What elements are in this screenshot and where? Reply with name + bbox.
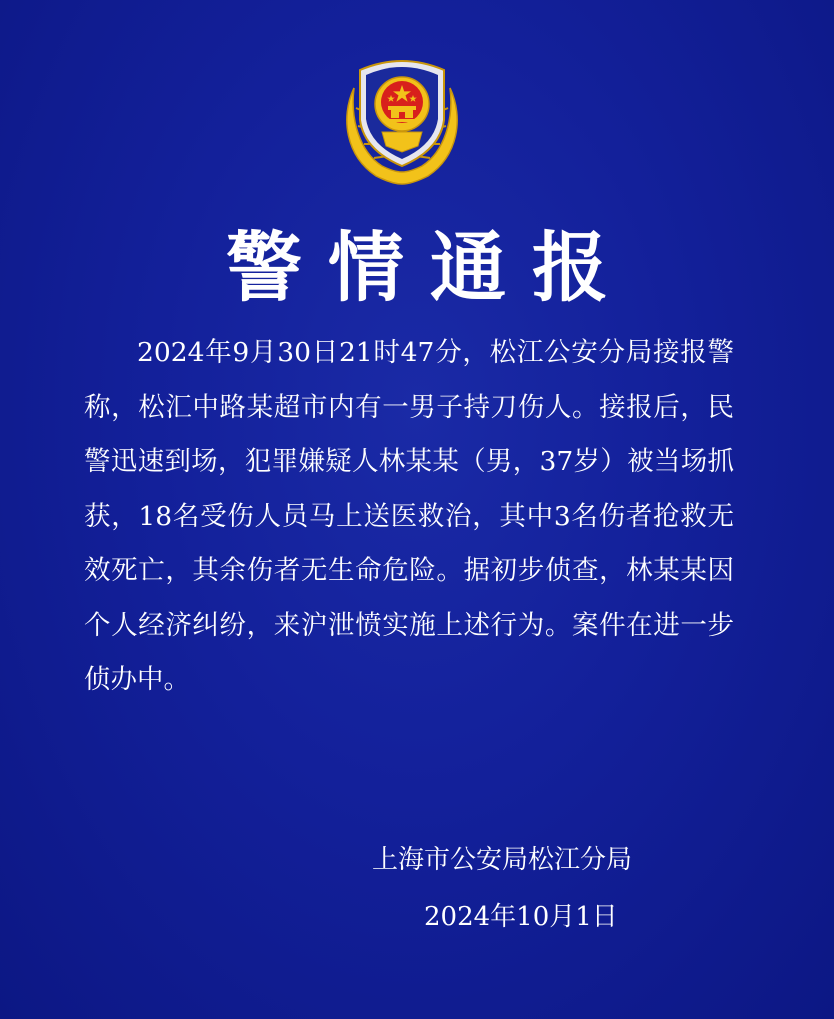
police-emblem-icon: [336, 48, 468, 188]
national-emblem: [375, 77, 429, 131]
notice-title: 警情通报: [226, 223, 634, 312]
issue-date: 2024年10月1日: [424, 902, 618, 932]
issuing-authority: 上海市公安局松江分局: [372, 845, 633, 875]
notice-body: 2024年9月30日21时47分，松江公安分局接报警称，松汇中路某超市内有一男子持刀伤人。接报后，民警迅速到场，犯罪嫌疑人林某某（男，37岁）被当场抓获，18名受伤人员马上送医救治，其中3名伤者抢救无效死亡，其余伤者无生命危险。据初步侦查，林某某因个人经济纠纷，来沪泄愤实施上述行为。案件在进一步侦办中。: [84, 337, 734, 695]
